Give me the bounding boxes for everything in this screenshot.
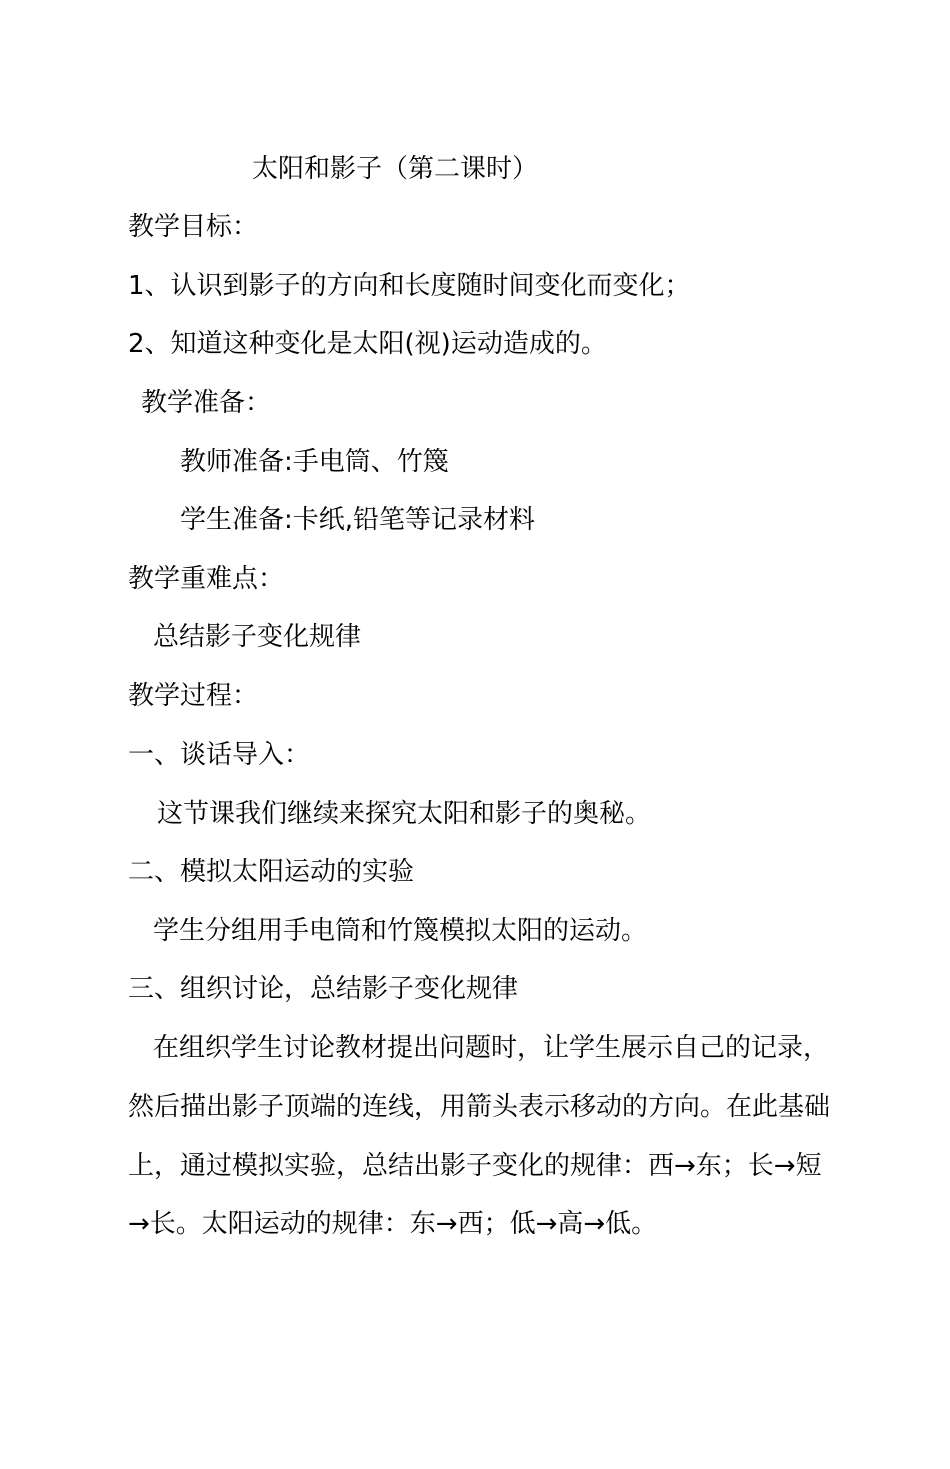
key-points-text: 总结影子变化规律 [153,622,362,652]
preparation-heading: 教学准备： [141,388,272,418]
section-3-paragraph-line: →长。太阳运动的规律：东→西；低→高→低。 [128,1209,658,1239]
section-3-heading: 三、组织讨论，总结影子变化规律 [128,974,519,1004]
section-2-text: 学生分组用手电筒和竹篾模拟太阳的运动。 [153,916,648,946]
section-3-paragraph-line: 上，通过模拟实验，总结出影子变化的规律：西→东；长→短 [128,1151,822,1181]
process-heading: 教学过程： [128,681,259,711]
objective-item-1: 1、认识到影子的方向和长度随时间变化而变化； [128,271,691,301]
key-points-heading: 教学重难点： [128,564,285,594]
section-2-heading: 二、模拟太阳运动的实验 [128,857,415,887]
section-3-paragraph-line: 在组织学生讨论教材提出问题时，让学生展示自己的记录， [153,1033,830,1063]
section-1-heading: 一、谈话导入： [128,740,311,770]
teacher-preparation: 教师准备:手电筒、竹篾 [180,447,449,477]
objectives-heading: 教学目标： [128,212,259,242]
objective-item-2: 2、知道这种变化是太阳(视)运动造成的。 [128,329,607,359]
document-title: 太阳和影子（第二课时） [252,154,539,184]
section-1-text: 这节课我们继续来探究太阳和影子的奥秘。 [157,799,652,829]
section-3-paragraph-line: 然后描出影子顶端的连线，用箭头表示移动的方向。在此基础 [128,1092,831,1122]
student-preparation: 学生准备:卡纸,铅笔等记录材料 [180,505,536,535]
